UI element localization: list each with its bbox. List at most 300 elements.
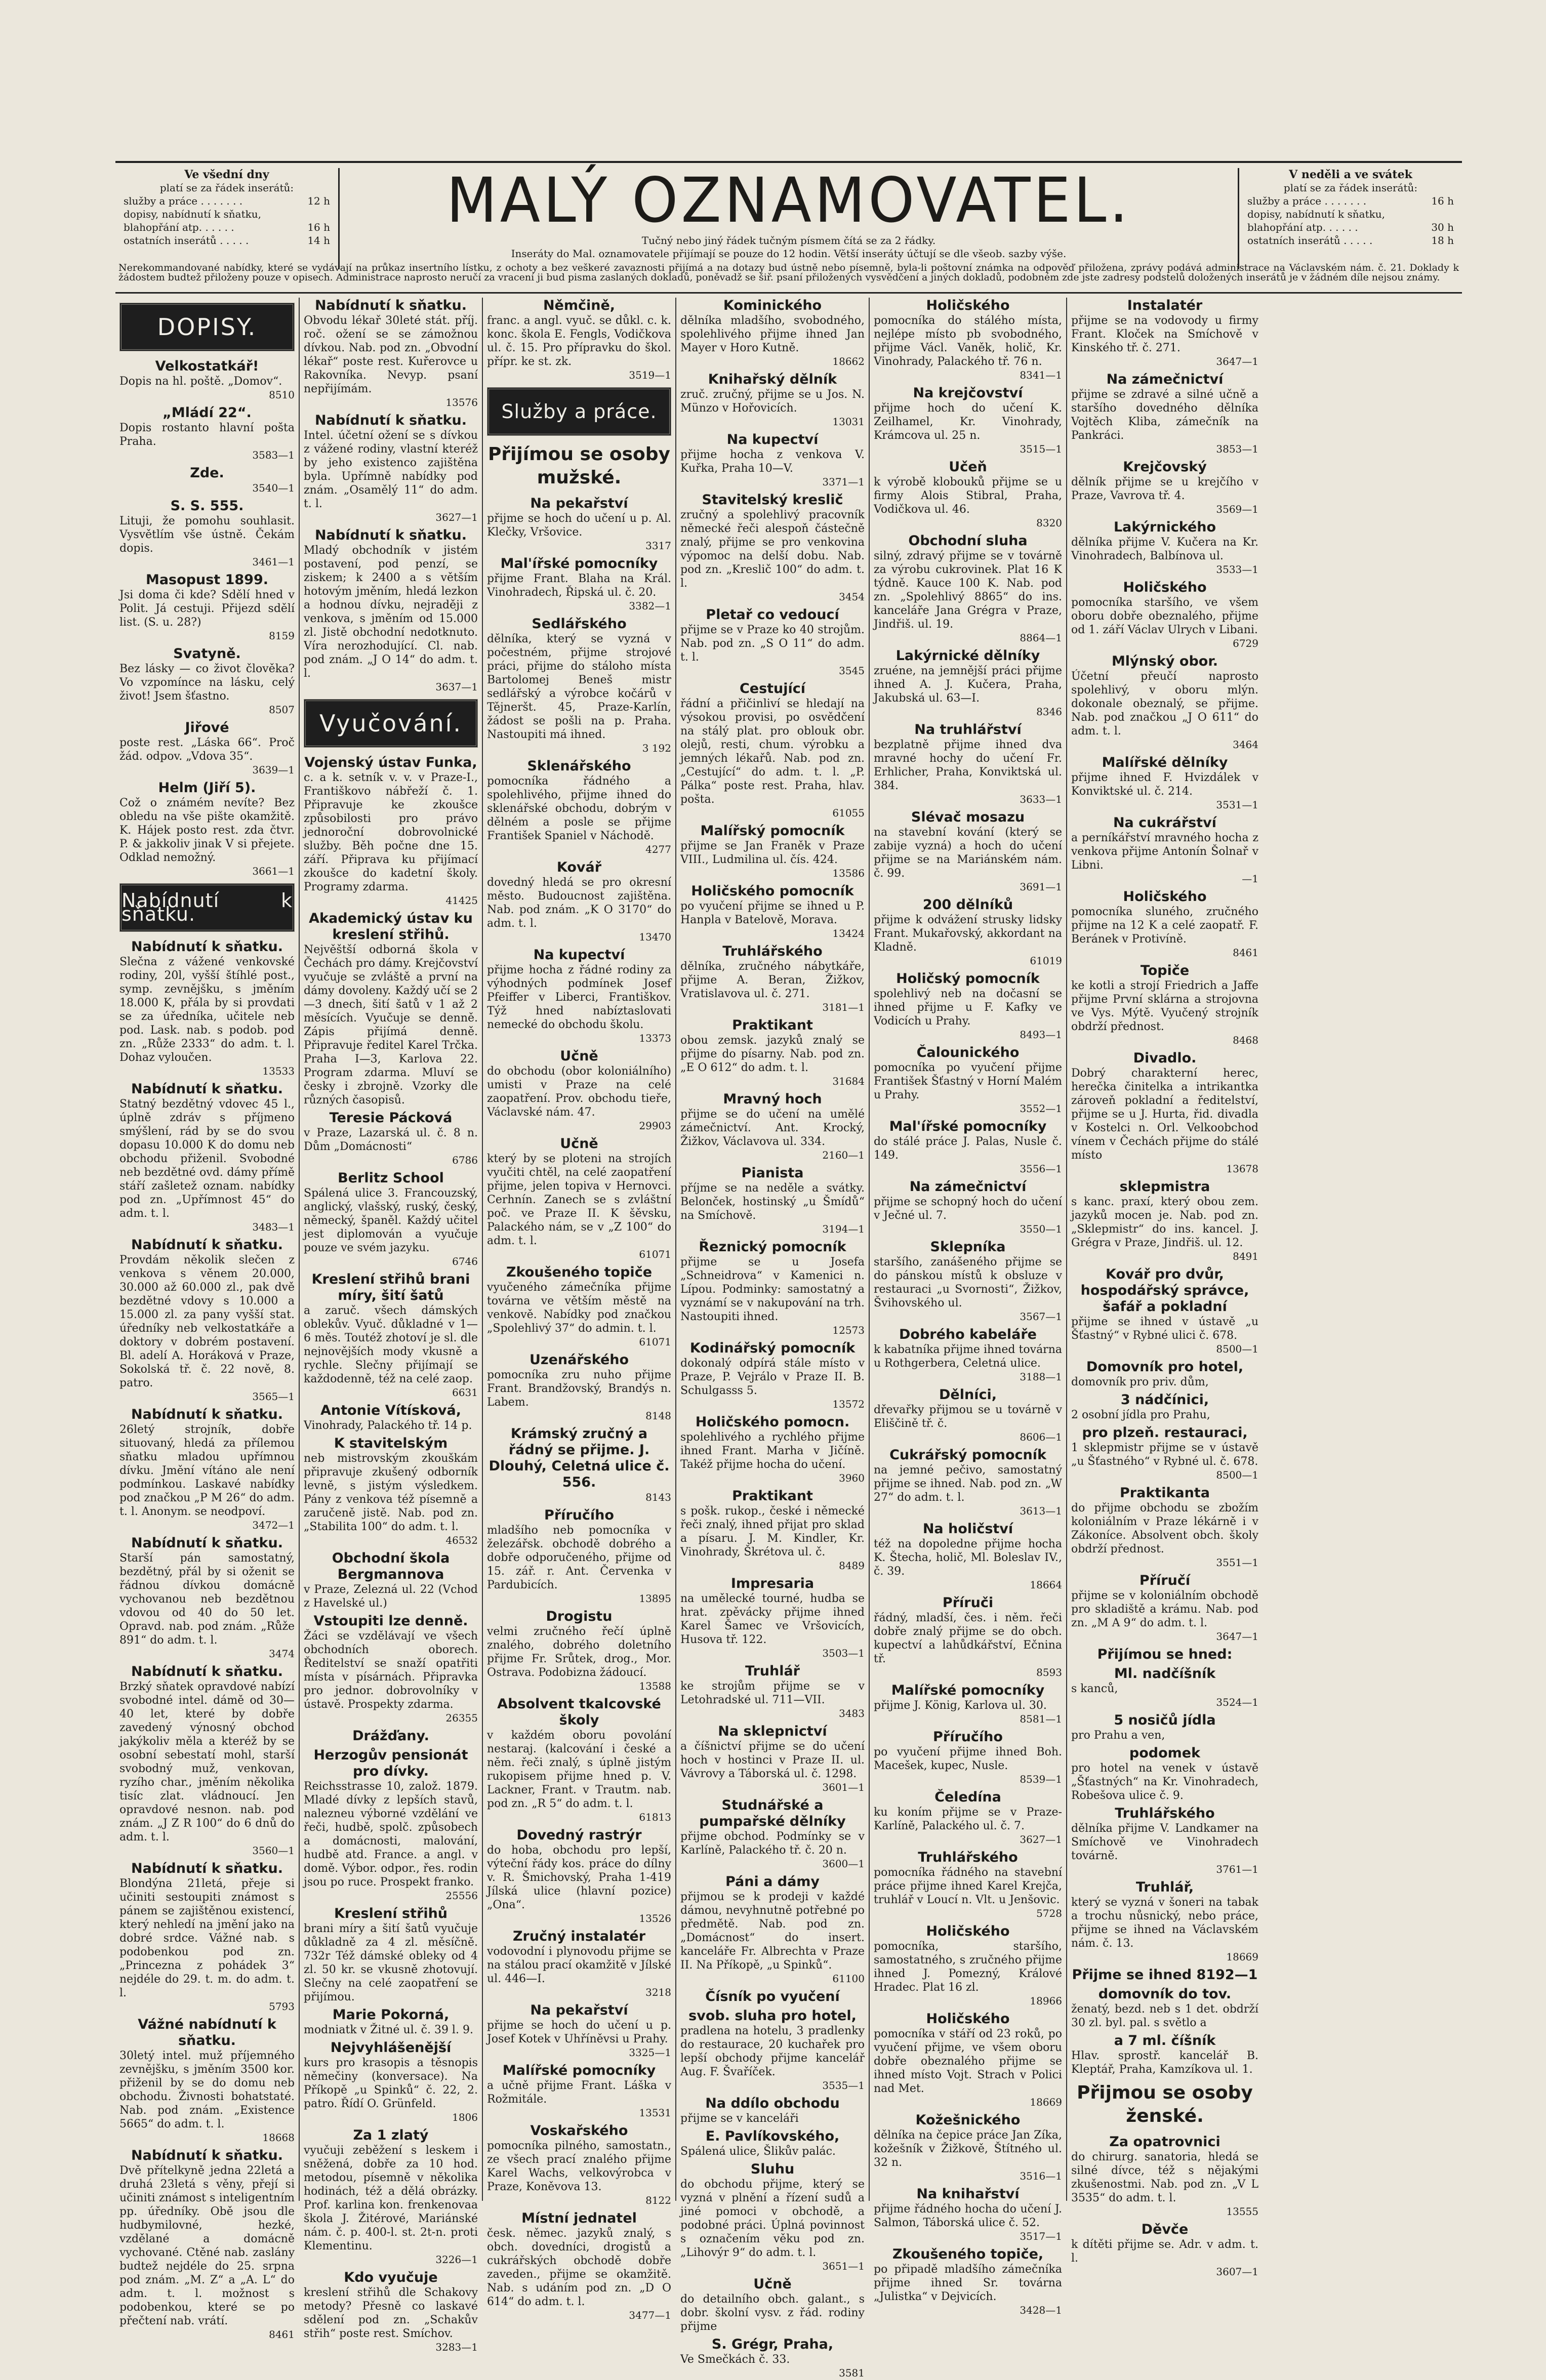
ad-headline: 200 dělníků: [922, 897, 1013, 913]
ad-body: Blondýna 21letá, přeje si učiniti sestoupiti známost s pánem se zajištěnou existencí, který nehledí na jmění jako na dobré srdce. Vážné nab. s podobenkou pod zn. „Princezna z pohádek 3“ nejdéle do 29. t. m. do adm. t. l.: [119, 1877, 295, 1999]
ad-code: 3535—1: [822, 2079, 865, 2091]
classified-ad: [874, 1179, 1062, 1236]
classified-ad: [1071, 1712, 1258, 1742]
ad-body: v Praze, Zelezná ul. 22 (Vchod z Havelské ul.): [304, 1583, 478, 1610]
ad-code: 8581—1: [1020, 1713, 1062, 1725]
classified-ad: [680, 607, 865, 678]
ad-code: 3188—1: [1020, 1371, 1062, 1383]
ad-headline: Obchodní sluha: [908, 533, 1028, 549]
ad-headline: Mal'ířské pomocníky: [889, 1119, 1047, 1134]
ad-body: přijme se zdravé a silné učně a staršího dovedného dělníka Vojtěch Kliba, zámečník na Pankráci.: [1071, 388, 1258, 442]
ad-code: 3691—1: [1020, 881, 1062, 893]
ad-body: přijme ihned F. Hvizdálek v Konviktské ul. č. 214.: [1071, 771, 1258, 798]
ad-body: 2 osobní jídla pro Prahu,: [1071, 1409, 1210, 1421]
ad-code: 61100: [832, 1973, 865, 1985]
ad-code: 29903: [639, 1120, 671, 1132]
ad-body: přijme k odvážení strusky lidsky Frant. Mukařovský, akkordant na Kladně.: [874, 914, 1062, 954]
ad-headline: Nabídnutí k sňatku.: [131, 939, 283, 955]
ad-code: 3627—1: [1020, 1833, 1062, 1845]
ad-body: řádný, mladší, čes. i něm. řeči dobře znalý přijme se do obch. kupectví a lahůdkářství, Ečnina tř.: [874, 1612, 1062, 1665]
ad-code: 3560—1: [252, 1844, 295, 1857]
classified-ad: [1071, 2134, 1258, 2219]
ad-code: 3607—1: [1216, 2266, 1258, 2278]
ad-headline: Uzenářského: [529, 1352, 629, 1368]
ad-headline: Zkoušeného topiče: [506, 1264, 653, 1280]
classified-ad: [874, 298, 1062, 382]
ad-body: domovník pro priv. dům,: [1071, 1376, 1209, 1388]
classified-ad: [1071, 519, 1258, 577]
ad-code: 8346: [1036, 706, 1062, 718]
ad-code: 8493—1: [1020, 1029, 1062, 1041]
classified-ad: [680, 2161, 865, 2273]
ad-headline: Učně: [560, 1048, 598, 1064]
ad-headline: Drážďany.: [352, 1728, 429, 1744]
ad-body: příjme se na neděle a svátky. Belonček, hostinský „u Šmídů“ na Smíchově.: [680, 1182, 865, 1222]
classified-ad: [1071, 1392, 1258, 1422]
classified-ad: [487, 758, 671, 856]
ad-body: s kanců,: [1071, 1683, 1118, 1695]
classified-ad: [1071, 2033, 1258, 2076]
ad-headline: Zkoušeného topiče,: [892, 2246, 1044, 2262]
ad-body: Slečna z vážené venkovské rodiny, 20l, vyšší štíhlé post., symp. zevnějšku, s jměním 18.000 K, přála by si provdati se za úředníka, učitele neb pod. Lask. nab. s podob. pod zn. „Růže 2333“ do adm. t. l. Dohaz vyloučen.: [119, 956, 295, 1064]
ad-headline: Sklenářského: [527, 758, 631, 774]
ad-body: Nejvěštší odborná škola v Čechách pro dámy. Krejčovství vyučuje se zvláště a první na dámy dovoleny. Každý učí se 2—3 dnech, šití šatů v 1 až 2 měsících. Vyučuje se denně. Zápis přijímá denně. Připravuje ředitel Karel Trčka. Praha I—3, Karlova 22. Program zdarma. Mluví se česky i zbrojně. Vzorky dle různých časopisů.: [304, 943, 478, 1106]
classified-ad: [874, 1327, 1062, 1384]
ad-headline: Truhlář: [745, 1663, 800, 1679]
subsection-heading: Přijímou se osoby mužské.: [487, 444, 671, 488]
classified-ad: [680, 432, 865, 489]
ad-headline: Holičského pomocník: [691, 883, 854, 899]
ad-body: řádní a přičinliví se hledají na výsokou provisi, po osvědčení na stálý plat. pro oblouk obr. olejů, resti, chum. výrobku a jemných lékařů. Nab. pod zn. „Cestující“ do adm. t. l. „P. Pálka“ poste rest. Praha, hlav. pošta.: [680, 697, 865, 806]
ad-headline: Impresaria: [730, 1576, 815, 1591]
classified-ad: [680, 2096, 865, 2125]
classified-ad: [680, 1663, 865, 1720]
ad-body: velmi zručného řečí úplně znalého, dobrého doletního přijme Fr. Srůtek, drog., Mor. Ostrava. Podobizna žádoucí.: [487, 1625, 671, 1679]
ad-body: na jemné pečivo, samostatný přijme se ihned. Nab. pod zn. „W 27“ do adm. t. l.: [874, 1464, 1062, 1504]
ad-headline: Řeznický pomocník: [699, 1239, 846, 1255]
classified-ad: [874, 2246, 1062, 2317]
ad-body: ke strojům přijme se v Letohradské ul. 711—VII.: [680, 1680, 865, 1706]
classified-ad: [304, 1550, 478, 1610]
classified-ad: [874, 1683, 1062, 1726]
ad-headline: Knihařský dělník: [708, 372, 837, 387]
classified-ad: [1071, 755, 1258, 812]
ad-headline: Nabídnutí k sňatku.: [131, 1664, 283, 1679]
classified-ad: [1071, 889, 1258, 960]
ad-code: 5728: [1036, 1907, 1062, 1919]
ad-code: 3515—1: [1020, 443, 1062, 455]
ad-code: 3474: [269, 1648, 295, 1660]
classified-ad: [874, 1521, 1062, 1592]
ad-code: 18668: [262, 2131, 295, 2144]
rate-label: dopisy, nabídnutí k sňatku,: [1247, 208, 1385, 220]
ad-headline: Nabídnutí k sňatku.: [131, 1237, 283, 1253]
classified-ad: [874, 1789, 1062, 1846]
ad-code: 3317: [645, 540, 671, 552]
ad-body: do obchodu (obor koloniálního) umisti v Praze na celé zaopatření. Prov. obchodu tieře, Václavské nám. 47.: [487, 1065, 671, 1119]
ad-headline: Na pekařství: [530, 2002, 628, 2018]
ad-body: a učně přijme Frant. Láška v Rožmitále.: [487, 2079, 671, 2106]
ad-code: 13531: [639, 2107, 671, 2119]
ad-body: přijme se schopný hoch do učení v Ječné ul. 7.: [874, 1196, 1062, 1222]
ad-body: Statný bezdětný vdovec 45 l., úplně zdráv s příjmeno smýšlení, rád by se do svou dopasu 10.000 K do domu neb obchodu přiženil. Svobodné neb bezdětné ovd. dámy přímě stáří zašletež oznam. nabídky pod zn. „Upřímnost 45“ do adm. t. l.: [119, 1098, 295, 1220]
ad-headline: Lakýrnické dělníky: [896, 648, 1040, 664]
ad-body: Účetní přeučí naprosto spolehlivý, v oboru mlýn. dokonale obeznalý, se přijme. Nab. pod značkou „J O 611“ do adm. t. l.: [1071, 670, 1258, 737]
ad-body: přijme J. König, Karlova ul. 30.: [874, 1699, 1047, 1712]
ad-code: 25556: [445, 1890, 478, 1902]
ad-body: dělník přijme se u krejčího v Praze, Vavrova tř. 4.: [1071, 476, 1258, 502]
rate-label: ostatních inserátů . . . . .: [124, 234, 249, 247]
classified-ad: [487, 2210, 671, 2322]
classified-ad: [1071, 1745, 1258, 1802]
ad-body: vyučuji zeběžení s leskem i sněžená, dobře za 10 hod. metodou, písemně v několika hodinách, též a dělá obrázky. Prof. karlina kon. frenkenovaa škola J. Žitérové, Mariánské nám. č. p. 400-l. st. 2t-n. proti Klementinu.: [304, 2144, 478, 2252]
ad-headline: Holičského: [926, 1923, 1010, 1939]
ad-headline: Cestující: [739, 681, 806, 696]
ad-headline: Malířské pomocníky: [502, 2063, 656, 2078]
ad-headline: Na sklepnictví: [718, 1724, 827, 1739]
ad-body: po vyučení přijme ihned Boh. Macešek, kupec, Nusle.: [874, 1746, 1062, 1772]
ad-headline: a 7 ml. číšník: [1114, 2033, 1216, 2048]
ad-code: 18966: [1030, 1995, 1062, 2007]
ad-body: do chirurg. sanatoria, hledá se silné dívce, též s nějakými zkušenostmi. Nab. pod zn. „V L 3535“ do adm. t. l.: [1071, 2151, 1258, 2204]
ad-body: spolehlivý neb na dočasní se ihned přijme u F. Kafky ve Vodicích u Prahy.: [874, 988, 1062, 1028]
classified-ad: [680, 1017, 865, 1088]
subsection-heading: Přijmou se osoby ženské.: [1077, 2082, 1253, 2126]
ad-headline: Malířské pomocníky: [891, 1683, 1045, 1698]
ad-body: přijme se Jan Franěk v Praze VIII., Ludmilina ul. čís. 424.: [680, 840, 865, 866]
ad-code: 13678: [1226, 1163, 1258, 1175]
ad-body: obou zemsk. jazyků znalý se přijme do písarny. Nab. pod zn. „E O 612“ do adm. t. l.: [680, 1034, 865, 1074]
classified-ad: [119, 1081, 295, 1234]
ad-body: pradlena na hotelu, 3 pradlenky do restaurace, 20 kuchařek pro lepší obchody přijme kancelář Aug. F. Švaříček.: [680, 2025, 865, 2078]
newspaper-page: [115, 161, 1462, 2379]
ad-body: pomocníka v stáří od 23 roků, po vyučení přijme, ve všem oboru dobře obeznalého přijme se ihned místo Vojt. Strach v Polici nad Met.: [874, 2028, 1062, 2095]
ad-code: 8606—1: [1020, 1431, 1062, 1443]
classified-ad: [487, 1507, 671, 1606]
ad-code: 13373: [639, 1032, 671, 1044]
ad-body: přijme Frant. Blaha na Král. Vinohradech, Řipská ul. č. 20.: [487, 572, 671, 599]
ad-body: do detailního obch. galant., s dobr. školní vysv. z řád. rodiny přijme: [680, 2293, 865, 2333]
ad-body: brani míry a šití šatů vyučuje důkladně za 4 zl. měsíčně. 732r Též dámské obleky od 4 zl. 50 kr. se vkusně zhotovují. Slečny na celé zaopatření se přijímou.: [304, 1922, 478, 2003]
ad-body: Provdám několik slečen z venkova s věnem 20.000, 30.000 až 60.000 zl., pak dvě bezdětné vdovy s 10.000 a 15.000 zl. za pany vyšší stat. úředníky neb velkostatkáře a doktory v dobrém postavení. Bl. adelí A. Horáková v Praze, Sokolská tř. č. 22 nově, 8. patro.: [119, 1254, 295, 1389]
ad-body: pomocníka staršího, ve všem oboru dobře obeznalého, přijme od 1. září Václav Ulrych v Libani.: [1071, 596, 1258, 636]
ad-code: 61813: [639, 1811, 671, 1823]
ad-headline: Herzogův pensionát pro dívky.: [313, 1747, 468, 1779]
ad-code: 18664: [1030, 1579, 1062, 1591]
ad-headline: Na zámečnictví: [909, 1179, 1027, 1195]
classified-columns: [115, 298, 1462, 2379]
ad-headline: Příručího: [933, 1729, 1003, 1745]
classified-ad: [680, 1414, 865, 1485]
ad-code: 61019: [1030, 955, 1062, 967]
classified-ad: [487, 298, 671, 382]
rate-row: [1239, 234, 1462, 247]
ad-code: 61071: [639, 1248, 671, 1260]
administration-notice: Nerekommandované nabídky, které se vydávají na průkaz insertního lístku, z ochoty a bez veškeré zavaznosti přijímá a na dotazy bud ústně nebo písemně, byla-li poštovní známka na odpověď přiložena, zprávy podává administrace na Václavském nám. č. 21. Doklady k žádostem budtež přiloženy pouze v opisech. Administrace naprosto neručí za vracení ji bud pisma zaslaných dokladů, poněvadž se šiř. psaní přiložených vysvědčení a jiných dokladů, podobném zde jste zadresy podstelů doložených inserátů je v žádném díle nejsou známy.: [118, 262, 1459, 283]
ad-headline: Na zámečnictví: [1106, 372, 1224, 387]
ad-body: dělníka přijme V. Kučera na Kr. Vinohradech, Balbínova ul.: [1071, 536, 1258, 562]
ad-code: 3477—1: [629, 2309, 671, 2321]
classified-ad: [1071, 1647, 1258, 1663]
ad-body: který se vyzná v šoneri na tabak a trochu nůsnický, nebo práce, přijme se ihned na Václavském nám. č. 13.: [1071, 1896, 1258, 1950]
ad-headline: Velkostatkář!: [155, 358, 259, 374]
ad-body: k dítěti přijme se. Adr. v adm. t. l.: [1071, 2238, 1258, 2265]
classified-ad: [874, 722, 1062, 806]
ad-headline: Kovář pro dvůr, hospodářský správce, šafář a pokladní: [1080, 1266, 1249, 1315]
ad-headline: Malířské dělníky: [1102, 755, 1228, 770]
ad-headline: Slévač mosazu: [911, 809, 1025, 825]
classified-ad: [487, 1426, 671, 1504]
ad-body: do obchodu přijme, který se vyzná v plnění a řízení sudů a jiné pomoci v obchodě, a podobné práci. Úplná povinnost s označením věku pod zn. „Lihovýr 9“ do adm. t. l.: [680, 2178, 865, 2259]
ad-code: 26355: [445, 1712, 478, 1724]
classified-ad: [119, 646, 295, 717]
ad-body: kurs pro krasopis a těsnopis němečiny (konversace). Na Příkopě „u Spinků“ č. 22, 2. patro. Řídí O. Grünfeld.: [304, 2057, 478, 2110]
ad-code: 5793: [269, 2000, 295, 2013]
ad-headline: Truhlářského: [1115, 1805, 1215, 1821]
ad-headline: Kdo vyučuje: [344, 2270, 438, 2285]
ad-body: Brzký sňatek opravdové nabízí svobodné intel. dámě od 30—40 let, které by dobře zavedený výnosný obchod jakýkoliv měla a kteréž by se osobní sebestatí mohl, starší svobodný muž, venkovan, ryzího char., jměním několika tisíc zlat. vládnoucí. Jen opravdové nesnon. nab. pod znám. „J Z R 100“ do 6 dnů do adm. t. l.: [119, 1680, 295, 1843]
ad-body: přijmou se k prodeji v každé dámou, nevyhnutně potřebné po předmětě. Nab. pod zn. „Domácnost“ do insert. kanceláře Fr. Albrechta v Praze II. Na Příkopě, „u Spinků“.: [680, 1891, 865, 1972]
ad-headline: Kreslení střihů brani míry, šití šatů: [311, 1271, 470, 1303]
classified-ad: [487, 2123, 671, 2207]
ad-body: dělníka mladšího, svobodného, spolehlivého přijme ihned Jan Mayer v Horo Kutně.: [680, 314, 865, 354]
ad-code: 8489: [839, 1560, 865, 1572]
rate-label: dopisy, nabídnutí k sňatku,: [124, 208, 261, 220]
classified-ad: [1071, 2222, 1258, 2279]
ad-code: 3853—1: [1216, 443, 1258, 455]
classified-ad: [119, 1664, 295, 1858]
classified-ad: [304, 1613, 478, 1725]
classified-ad: [680, 2336, 865, 2380]
ad-code: 3647—1: [1216, 355, 1258, 367]
ad-headline: Cukrářský pomocník: [889, 1447, 1046, 1463]
ad-code: 8143: [645, 1491, 671, 1503]
ad-code: 18669: [1226, 1951, 1258, 1963]
ad-code: 8491: [1233, 1250, 1258, 1262]
ad-code: 41425: [445, 894, 478, 907]
classified-ad: [680, 681, 865, 820]
ad-body: k výrobě klobouků přijme se u firmy Alois Stibral, Praha, Vodičkova ul. 46.: [874, 476, 1062, 516]
classified-ad: [119, 358, 295, 402]
classified-ad: [487, 859, 671, 944]
classified-ad: [1071, 815, 1258, 886]
ad-code: 18662: [832, 355, 865, 367]
ad-code: 13586: [832, 867, 865, 879]
ad-body: na umělecké tourné, hudba se hrat. zpěvácky přijme ihned Karel Šamec ve Vršovicích, Husova tř. 122.: [680, 1592, 865, 1646]
ad-body: Dopis na hl. poště. „Domov“.: [119, 375, 282, 388]
section-banner: DOPISY.: [119, 303, 295, 351]
column-6: [1066, 298, 1263, 2278]
classified-ad: [680, 298, 865, 368]
classified-ad: [680, 943, 865, 1014]
weekday-rates-subtitle: platí se za řádek inserátů:: [159, 182, 294, 194]
ad-headline: Vojenský ústav Funka,: [304, 755, 477, 770]
classified-ad: [119, 498, 295, 569]
ad-headline: Holičský pomocník: [896, 971, 1040, 987]
ad-body: Starší pán samostatný, bezdětný, přál by si oženit se řádnou dívkou domácně vychovanou neb bezdětnou vdovou od 40 do 50 let. Opravd. nab. pod znám. „Růže 891“ do adm. t. l.: [119, 1552, 295, 1647]
ad-body: přijme se hoch do učení u p. Josef Kotek v Uhříněvsi u Prahy.: [487, 2019, 671, 2045]
ad-body: přijme se v Praze ko 40 strojům. Nab. pod zn. „S O 11“ do adm. t. l.: [680, 624, 865, 664]
ad-code: 3531—1: [1216, 799, 1258, 811]
ad-headline: Helm (Jiří 5).: [158, 780, 256, 796]
ad-code: 6746: [452, 1255, 478, 1267]
ad-body: přijme se u Josefa „Schneidrova“ v Kamenici n. Lípou. Podminky: samostatný a vyznámí se v nakupování na trh. Nastoupiti ihned.: [680, 1256, 865, 1323]
ad-headline: Malířský pomocník: [700, 823, 845, 839]
classified-ad: [119, 1407, 295, 1532]
classified-ad: [304, 2270, 478, 2354]
ad-headline: Holičského: [1123, 889, 1207, 905]
classified-ad: [304, 1271, 478, 1400]
ad-code: 6729: [1233, 637, 1258, 649]
weekday-rates-rows: [115, 194, 338, 247]
ad-code: 3461—1: [252, 556, 295, 568]
classified-ad: [119, 2148, 295, 2342]
ad-body: v každém oboru povolání nestaraj. (kalcování i české a něm. řeči znalý, s úplně jistým rukopisem přijme hned p. V. Lackner, Frant. v Trautm. nab. pod zn. „R 5“ do adm. t. l.: [487, 1729, 671, 1810]
ad-code: 3454: [839, 591, 865, 603]
ad-headline: Masopust 1899.: [145, 572, 269, 588]
ad-code: 2160—1: [822, 1149, 865, 1161]
ad-body: přijme se ihned v ústavě „u Šťastný“ v Rybné ulici č. 678.: [1071, 1316, 1258, 1342]
holiday-rates-title: V neděli a ve svátek: [1289, 168, 1412, 181]
ad-body: dřevařky přijmou se u továrně v Eliščině tř. č.: [874, 1404, 1062, 1430]
rate-label: služby a práce . . . . . . .: [1247, 195, 1367, 207]
ad-body: 1 sklepmistr přijme se v ústavě „u Šťastného“ v Rybné ul. č. 678.: [1071, 1442, 1258, 1468]
classified-ad: [487, 1609, 671, 1693]
ad-body: modniatk v Žitné ul. č. 39 l. 9.: [304, 2024, 473, 2036]
ad-body: silný, zdravý přijme se v továrně za výrobu cukrovinek. Plat 16 K týdně. Kauce 100 K. Nab. pod zn. „Spolehlivý 8865“ do ins. kanceláře Jana Grégra v Praze, Jindřiš. ul. 19.: [874, 550, 1062, 631]
ad-code: 3533—1: [1216, 563, 1258, 576]
ad-headline: podomek: [1129, 1745, 1201, 1761]
classified-ad: [874, 1850, 1062, 1920]
classified-ad: [874, 809, 1062, 894]
ad-headline: Voskařského: [530, 2123, 628, 2139]
ad-headline: Praktikanta: [1120, 1485, 1210, 1501]
rate-label: blahopřání atp. . . . . .: [1247, 221, 1358, 233]
ad-code: 13470: [639, 931, 671, 943]
ad-headline: Truhlář,: [1135, 1879, 1194, 1895]
column-1: [115, 298, 299, 2341]
ad-code: 8148: [645, 1410, 671, 1422]
classified-ad: [304, 1110, 478, 1167]
masthead-header: [115, 161, 1462, 294]
ad-code: 3567—1: [1020, 1310, 1062, 1323]
holiday-rates-rows: [1239, 194, 1462, 247]
rate-value: 12 h: [307, 195, 330, 207]
ad-headline: Sklepníka: [930, 1239, 1006, 1255]
classified-ad: [487, 1048, 671, 1133]
ad-body: franc. a angl. vyuč. se důkl. c. k. konc. škola E. Fengls, Vodičkova ul. č. 15. Pro přípravku do škol. přípr. ke st. zk.: [487, 314, 671, 368]
ad-code: —1: [1242, 873, 1258, 885]
ad-body: mladšího neb pomocníka v železářsk. obchodě dobrého a dobře odporučeného, přijme od 15. zář. r. Ant. Červenka v Pardubicích.: [487, 1524, 671, 1591]
classified-ad: [1071, 1266, 1258, 1356]
ad-code: 3283—1: [435, 2341, 478, 2353]
ad-headline: Učeň: [949, 459, 987, 475]
ad-code: 13588: [639, 1680, 671, 1692]
classified-ad: [487, 1352, 671, 1423]
ad-headline: Příručí: [1139, 1573, 1191, 1588]
ad-code: 8539—1: [1020, 1773, 1062, 1785]
ad-code: 3613—1: [1020, 1505, 1062, 1517]
classified-ad: [304, 1435, 478, 1547]
ad-code: 3556—1: [1020, 1163, 1062, 1175]
classified-ad: [1071, 653, 1258, 752]
ad-body: vyučeného zámečníka přijme továrna ve větším městě na venkově. Nabídky pod značkou „Spolehlivý 37“ do admin. t. l.: [487, 1281, 671, 1335]
rate-row: [115, 194, 338, 208]
weekday-rates-box: [115, 168, 340, 269]
classified-ad: [119, 1535, 295, 1661]
classified-ad: [1071, 1425, 1258, 1482]
classified-ad: [304, 413, 478, 524]
ad-headline: Domovník pro hotel,: [1086, 1359, 1244, 1375]
column-5: [869, 298, 1066, 2316]
ad-body: k kabatníka přijme ihned továrna u Rothgerbera, Celetná ulice.: [874, 1343, 1062, 1370]
ad-headline: pro plzeň. restauraci,: [1082, 1425, 1248, 1441]
classified-ad: [874, 1447, 1062, 1518]
ad-code: 3761—1: [1216, 1863, 1258, 1875]
ad-code: 3483—1: [252, 1221, 295, 1233]
ad-headline: Nabídnutí k sňatku.: [315, 413, 467, 428]
rate-value: 14 h: [307, 234, 330, 247]
rate-label: ostatních inserátů . . . . .: [1247, 234, 1373, 247]
ad-headline: Na cukrářství: [1113, 815, 1217, 831]
ad-headline: Příruči: [942, 1595, 994, 1611]
ad-body: Bez lásky — co život člověka? Vo vzpomínce na lásku, celý život! Jsem šťastno.: [119, 663, 295, 703]
classified-ad: [304, 911, 478, 1107]
ad-headline: Holičského: [926, 2011, 1010, 2027]
ad-headline: Studnářské a pumpařské dělníky: [699, 1797, 846, 1829]
ad-headline: Čalounického: [916, 1045, 1020, 1060]
rate-value: 16 h: [307, 221, 330, 233]
column-4: [675, 298, 869, 2379]
ad-headline: Praktikant: [732, 1488, 813, 1504]
ad-code: 3428—1: [1020, 2304, 1062, 2316]
masthead-subline-1: Tučný nebo jiný řádek tučným písmem čítá se za 2 řádky.: [641, 234, 936, 247]
classified-ad: [680, 1576, 865, 1660]
ad-headline: Dobrého kabeláře: [899, 1327, 1037, 1342]
ad-code: 13031: [832, 416, 865, 428]
ad-headline: Mal'ířské pomocníky: [500, 556, 658, 571]
ad-headline: Mlýnský obor.: [1111, 653, 1218, 669]
rate-label: služby a práce . . . . . . .: [124, 195, 243, 207]
classified-ad: [680, 823, 865, 880]
classified-ad: [304, 755, 478, 908]
ad-code: 3661—1: [252, 865, 295, 877]
ad-headline: Kožešnického: [915, 2112, 1021, 2128]
ad-body: Spálená ulice, Šlikův palác.: [680, 2145, 836, 2158]
ad-body: přijme hocha z venkova V. Kuřka, Praha 10—V.: [680, 448, 865, 475]
classified-ad: [119, 405, 295, 462]
ad-headline: Nejvyhlášenější: [330, 2040, 452, 2056]
ad-code: 3601—1: [822, 1781, 865, 1793]
ad-body: ke kotli a strojí Friedrich a Jaffe přijme První sklárna a strojovna ve Vys. Mýtě. Vyučený strojník obdrží přednost.: [1071, 979, 1258, 1033]
classified-ad: [487, 2063, 671, 2120]
ad-code: 31684: [832, 1075, 865, 1087]
ad-code: 1806: [452, 2111, 478, 2123]
classified-ad: [487, 1928, 671, 1999]
rate-row: [1239, 194, 1462, 208]
ad-headline: Akademický ústav ku kreslení střihů.: [309, 911, 473, 942]
ad-body: 26letý strojník, dobře situovaný, hledá za přílemou sňatku mladou upřímnou dívku. Jmění vítáno ale není podmínkou. Laskavé nabídky pod značkou „P M 26“ do adm. t. l. Anonym. se neodpoví.: [119, 1423, 295, 1518]
ad-body: Ve Smečkách č. 33.: [680, 2353, 790, 2366]
weekday-rates-title: Ve všední dny: [184, 168, 269, 181]
ad-body: Intel. účetní ožení se s dívkou z vážené rodiny, vlastní kteréž by jeho existenco zajištěna byla. Upřímně nabídky pod znám. „Osamělý 11“ do adm. t. l.: [304, 429, 478, 510]
classified-ad: [304, 1747, 478, 1903]
classified-ad: [1071, 459, 1258, 516]
ad-headline: Dělníci,: [939, 1387, 997, 1403]
ad-code: 3569—1: [1216, 503, 1258, 515]
masthead-subline-2: Inseráty do Mal. oznamovatele přijímají se pouze do 12 hodin. Větší inseráty účtují se dle všeob. sazby výše.: [511, 248, 1067, 260]
classified-ad: [487, 496, 671, 553]
